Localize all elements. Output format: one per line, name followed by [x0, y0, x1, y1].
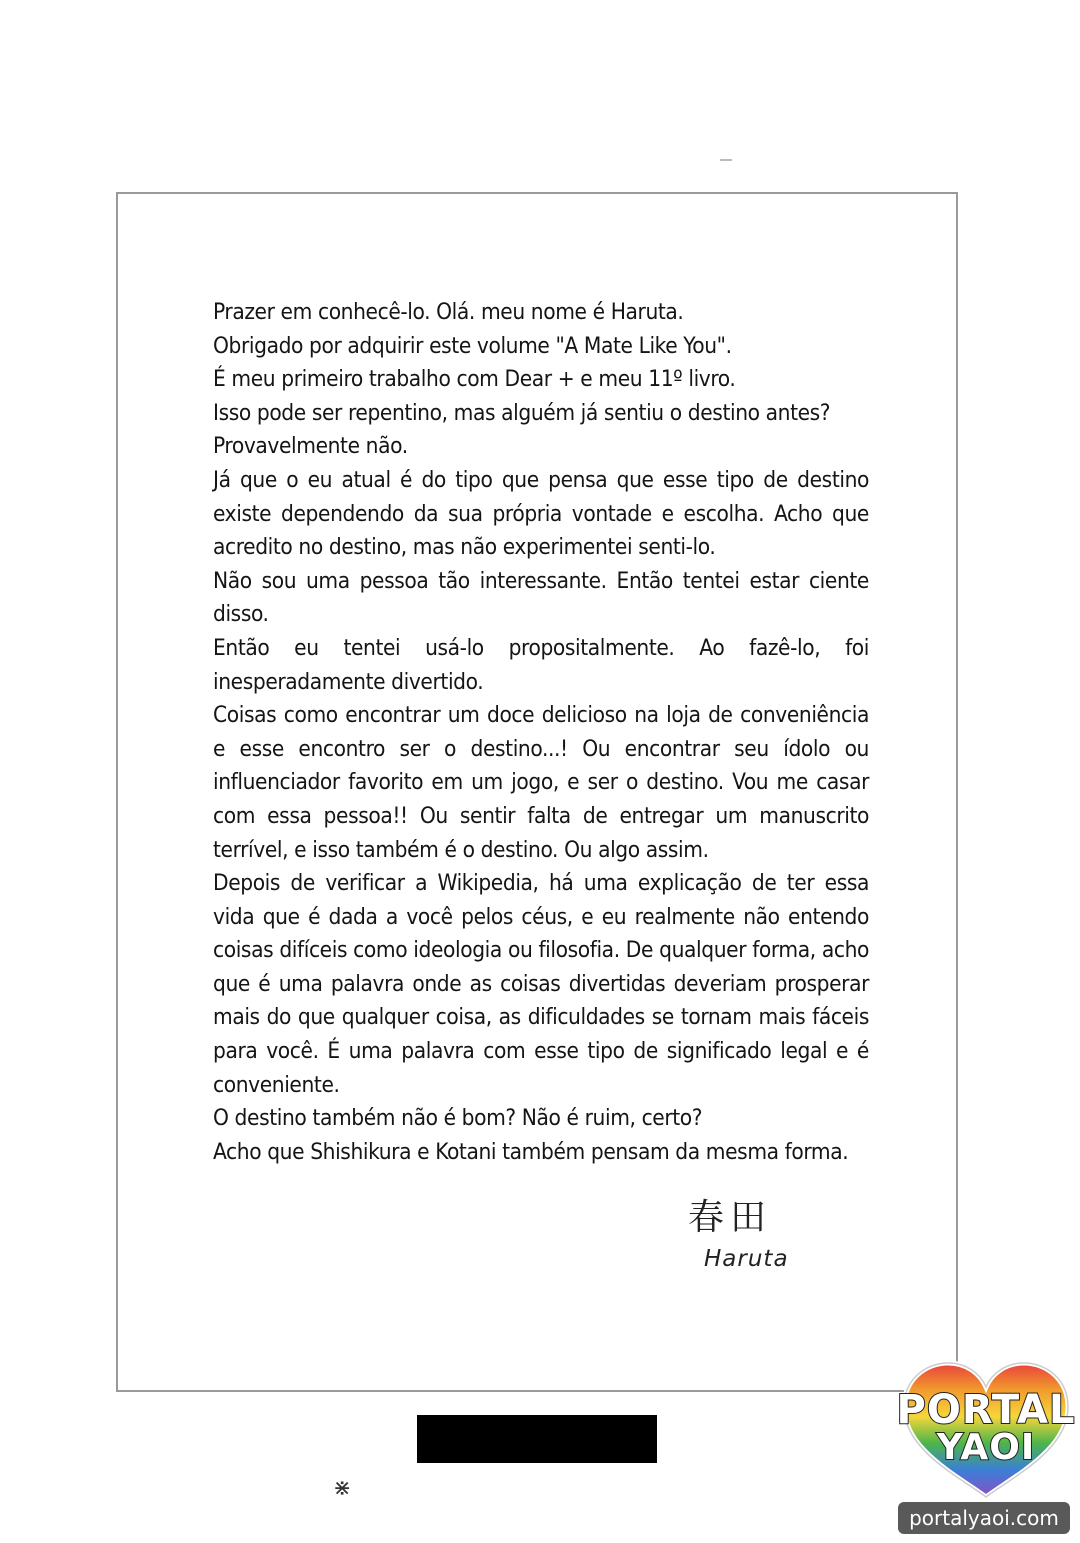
letter-paragraph: É meu primeiro trabalho com Dear + e meu 11º livro. — [213, 366, 736, 393]
decorative-mark — [720, 159, 732, 161]
author-signature — [684, 1196, 794, 1286]
watermark-line-portal: PORTAL — [896, 1387, 1076, 1433]
letter-paragraph: O destino também não é bom? Não é ruim, certo? — [213, 1105, 703, 1132]
letter-paragraph: Não sou uma pessoa tão interessante. Então tentei estar ciente disso. — [213, 567, 869, 628]
letter-paragraph: Provavelmente não. — [213, 433, 408, 460]
letter-paragraph: Prazer em conhecê-lo. Olá. meu nome é Haruta. — [213, 299, 684, 325]
letter-paragraph: Então eu tentei usá-lo propositalmente. Ao fazê-lo, foi inesperadamente divertido. — [213, 634, 869, 695]
redaction-bar — [417, 1415, 657, 1463]
watermark-line-yaoi: YAOI — [936, 1427, 1036, 1468]
signature-kanji: 春田 — [688, 1197, 773, 1238]
signature-romaji: Haruta — [704, 1246, 789, 1272]
letter-paragraph: Isso pode ser repentino, mas alguém já sentiu o destino antes? — [213, 399, 831, 426]
letter-paragraph: Acho que Shishikura e Kotani também pensam da mesma forma. — [213, 1138, 849, 1165]
letter-paragraph: Coisas como encontrar um doce delicioso na loja de conveniência e esse encontro ser o destino...! Ou encontrar seu ídolo ou influenciador favorito em um jogo, e ser o destino. Vou me casar com essa pessoa!! Ou sentir falta de entregar um manuscrito terrível, e isso também é o destino. Ou algo assim. — [213, 702, 869, 863]
reference-mark: ⋇ — [333, 1476, 352, 1501]
afterword-letter — [213, 296, 869, 1169]
watermark-url: portalyaoi.com — [898, 1502, 1070, 1534]
letter-paragraph: Depois de verificar a Wikipedia, há uma explicação de ter essa vida que é dada a você pelos céus, e eu realmente não entendo coisas difíceis como ideologia ou filosofia. De qualquer forma, acho que é uma palavra onde as coisas divertidas deveriam prosperar mais do que qualquer coisa, as dificuldades se tornam mais fáceis para você. É uma palavra com esse tipo de significado legal e é conveniente. — [213, 870, 869, 1098]
letter-paragraph: Já que o eu atual é do tipo que pensa que esse tipo de destino existe dependendo da sua própria vontade e escolha. Acho que acredito no destino, mas não experimentei senti-lo. — [213, 466, 869, 561]
letter-paragraph: Obrigado por adquirir este volume "A Mate Like You". — [213, 332, 732, 359]
